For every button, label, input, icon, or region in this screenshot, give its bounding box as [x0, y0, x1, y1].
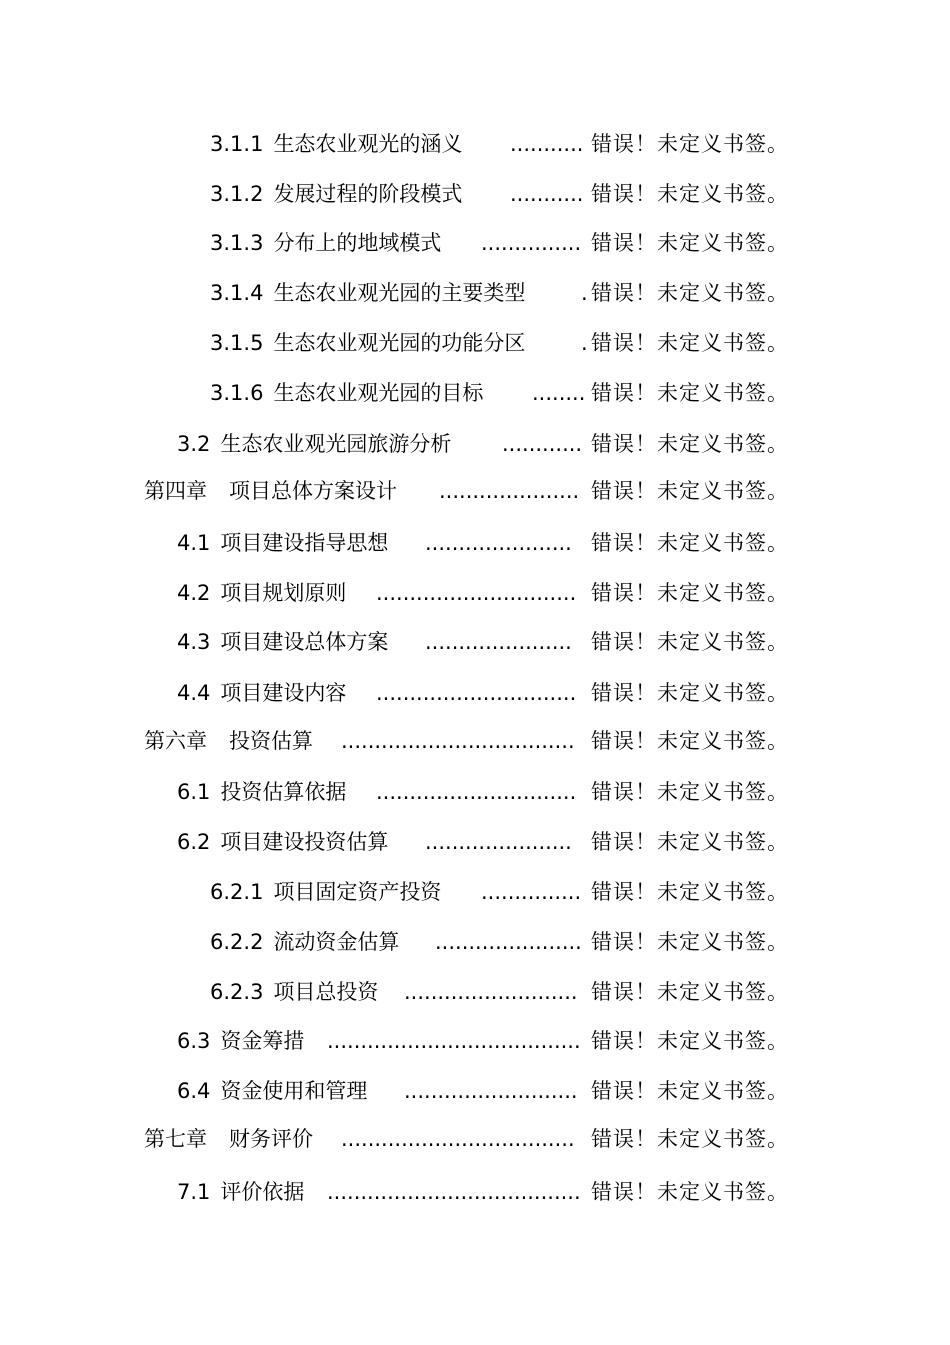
- toc-entry-title: [177, 1177, 304, 1207]
- toc-entry-text: 资金使用和管理: [220, 1079, 368, 1103]
- toc-entry-title: [210, 328, 525, 358]
- toc-entry-title: [210, 179, 462, 209]
- toc-entry-title: [177, 578, 346, 608]
- toc-entry[interactable]: [0, 1076, 950, 1106]
- toc-dot-leader: ............: [502, 432, 583, 456]
- toc-dot-leader: ..........................: [404, 980, 578, 1004]
- toc-page-ref: 错误！未定义书签。: [591, 432, 789, 456]
- toc-entry-number: 4.1: [177, 531, 211, 555]
- toc-entry-title: [210, 877, 441, 907]
- toc-dot-leader: ..........................: [404, 1079, 578, 1103]
- toc-page-ref: 错误！未定义书签。: [591, 381, 789, 405]
- toc-entry-title: [177, 429, 451, 459]
- toc-entry[interactable]: [0, 179, 950, 209]
- toc-entry-title: [144, 476, 397, 506]
- toc-entry-title: [177, 678, 346, 708]
- toc-entry-number: 6.4: [177, 1079, 211, 1103]
- toc-entry-text: 项目规划原则: [220, 581, 347, 605]
- toc-entry[interactable]: [0, 278, 950, 308]
- toc-page-ref: 错误！未定义书签。: [591, 780, 789, 804]
- toc-dot-leader: ......................: [425, 531, 572, 555]
- toc-entry-text: 投资估算依据: [220, 780, 347, 804]
- toc-page-ref: 错误！未定义书签。: [591, 930, 789, 954]
- toc-entry-text: 评价依据: [220, 1180, 305, 1204]
- toc-dot-leader: .: [581, 281, 588, 305]
- toc-entry-text: 生态农业观光园的功能分区: [273, 331, 526, 355]
- toc-page-ref: 错误！未定义书签。: [591, 1127, 789, 1151]
- toc-entry-number: 6.2: [177, 830, 211, 854]
- toc-dot-leader: ......................................: [327, 1029, 581, 1053]
- toc-entry-number: 3.1.1: [210, 132, 264, 156]
- toc-entry-text: 投资估算: [229, 729, 313, 753]
- toc-entry[interactable]: [0, 528, 950, 558]
- toc-dot-leader: ......................................: [327, 1180, 581, 1204]
- toc-entry[interactable]: [0, 429, 950, 459]
- toc-entry[interactable]: [0, 678, 950, 708]
- toc-entry-title: [177, 1076, 367, 1106]
- toc-entry-title: [144, 1124, 313, 1154]
- toc-entry-number: 6.2.3: [210, 980, 264, 1004]
- toc-entry[interactable]: [0, 777, 950, 807]
- toc-dot-leader: ...................................: [341, 729, 575, 753]
- toc-entry-number: 第七章: [144, 1127, 207, 1151]
- toc-page-ref: 错误！未定义书签。: [591, 132, 789, 156]
- toc-entry[interactable]: [0, 1026, 950, 1056]
- toc-entry-number: 6.2.1: [210, 880, 264, 904]
- toc-page-ref: 错误！未定义书签。: [591, 581, 789, 605]
- toc-entry-text: 项目建设投资估算: [220, 830, 389, 854]
- toc-page-ref: 错误！未定义书签。: [591, 1079, 789, 1103]
- toc-entry-title: [177, 528, 388, 558]
- toc-entry-title: [210, 977, 378, 1007]
- toc-entry-text: 项目固定资产投资: [273, 880, 442, 904]
- toc-entry-title: [177, 627, 388, 657]
- toc-dot-leader: ......................: [425, 630, 572, 654]
- toc-entry-number: 6.2.2: [210, 930, 264, 954]
- toc-dot-leader: .: [581, 331, 588, 355]
- toc-page-ref: 错误！未定义书签。: [591, 182, 789, 206]
- toc-page-ref: 错误！未定义书签。: [591, 830, 789, 854]
- toc-dot-leader: ...................................: [341, 1127, 575, 1151]
- toc-entry-number: 6.1: [177, 780, 211, 804]
- toc-page-ref: 错误！未定义书签。: [591, 1029, 789, 1053]
- toc-entry-text: 生态农业观光园的主要类型: [273, 281, 526, 305]
- toc-entry-number: 3.2: [177, 432, 211, 456]
- toc-entry[interactable]: [0, 1177, 950, 1207]
- toc-dot-leader: ...............: [481, 231, 582, 255]
- toc-page-ref: 错误！未定义书签。: [591, 531, 789, 555]
- toc-entry[interactable]: [0, 378, 950, 408]
- toc-entry-title: [177, 827, 388, 857]
- toc-entry-text: 流动资金估算: [273, 930, 400, 954]
- toc-entry-number: 6.3: [177, 1029, 211, 1053]
- toc-entry-number: 第四章: [144, 479, 207, 503]
- toc-entry-text: 项目总体方案设计: [229, 479, 397, 503]
- toc-entry[interactable]: [0, 977, 950, 1007]
- toc-entry-title: [210, 228, 441, 258]
- toc-entry-title: [210, 927, 399, 957]
- toc-dot-leader: ......................: [435, 930, 582, 954]
- toc-entry-number: 3.1.4: [210, 281, 264, 305]
- toc-entry-title: [177, 777, 346, 807]
- toc-entry[interactable]: [0, 476, 950, 506]
- toc-dot-leader: ......................: [425, 830, 572, 854]
- toc-page-ref: 错误！未定义书签。: [591, 281, 789, 305]
- toc-entry-title: [210, 278, 525, 308]
- toc-entry-text: 项目总投资: [273, 980, 379, 1004]
- toc-page-ref: 错误！未定义书签。: [591, 479, 789, 503]
- toc-entry-title: [210, 129, 462, 159]
- toc-entry[interactable]: [0, 726, 950, 756]
- toc-entry-number: 7.1: [177, 1180, 211, 1204]
- toc-entry-title: [144, 726, 313, 756]
- toc-entry-text: 生态农业观光园旅游分析: [220, 432, 452, 456]
- toc-entry-text: 项目建设指导思想: [220, 531, 389, 555]
- toc-entry-text: 项目建设内容: [220, 681, 347, 705]
- toc-dot-leader: ..............................: [376, 780, 577, 804]
- toc-entry-title: [210, 378, 483, 408]
- toc-entry-text: 生态农业观光的涵义: [273, 132, 463, 156]
- toc-entry-number: 3.1.5: [210, 331, 264, 355]
- toc-page-ref: 错误！未定义书签。: [591, 1180, 789, 1204]
- toc-dot-leader: ........: [532, 381, 586, 405]
- toc-dot-leader: ..............................: [376, 681, 577, 705]
- toc-entry-number: 3.1.6: [210, 381, 264, 405]
- toc-entry-number: 第六章: [144, 729, 207, 753]
- toc-dot-leader: ...........: [510, 182, 584, 206]
- toc-entry-text: 财务评价: [229, 1127, 313, 1151]
- toc-entry-number: 3.1.2: [210, 182, 264, 206]
- toc-dot-leader: ...........: [510, 132, 584, 156]
- toc-entry-text: 资金筹措: [220, 1029, 305, 1053]
- toc-dot-leader: .....................: [439, 479, 580, 503]
- toc-entry[interactable]: [0, 827, 950, 857]
- toc-entry[interactable]: [0, 328, 950, 358]
- toc-entry[interactable]: [0, 578, 950, 608]
- toc-entry-text: 发展过程的阶段模式: [273, 182, 463, 206]
- toc-page-ref: 错误！未定义书签。: [591, 880, 789, 904]
- toc-entry-number: 4.3: [177, 630, 211, 654]
- toc-dot-leader: ...............: [481, 880, 582, 904]
- toc-entry[interactable]: [0, 1124, 950, 1154]
- toc-page-ref: 错误！未定义书签。: [591, 729, 789, 753]
- toc-entry-number: 4.4: [177, 681, 211, 705]
- toc-page-ref: 错误！未定义书签。: [591, 980, 789, 1004]
- toc-entry-title: [177, 1026, 304, 1056]
- toc-page-ref: 错误！未定义书签。: [591, 681, 789, 705]
- toc-entry-text: 项目建设总体方案: [220, 630, 389, 654]
- toc-entry-number: 3.1.3: [210, 231, 264, 255]
- toc-dot-leader: ..............................: [376, 581, 577, 605]
- toc-page-ref: 错误！未定义书签。: [591, 331, 789, 355]
- toc-entry[interactable]: [0, 877, 950, 907]
- toc-entry-text: 生态农业观光园的目标: [273, 381, 484, 405]
- toc-entry[interactable]: [0, 129, 950, 159]
- toc-page-ref: 错误！未定义书签。: [591, 630, 789, 654]
- toc-entry[interactable]: [0, 228, 950, 258]
- toc-entry[interactable]: [0, 927, 950, 957]
- toc-entry-number: 4.2: [177, 581, 211, 605]
- toc-entry-text: 分布上的地域模式: [273, 231, 442, 255]
- toc-entry[interactable]: [0, 627, 950, 657]
- toc-page-ref: 错误！未定义书签。: [591, 231, 789, 255]
